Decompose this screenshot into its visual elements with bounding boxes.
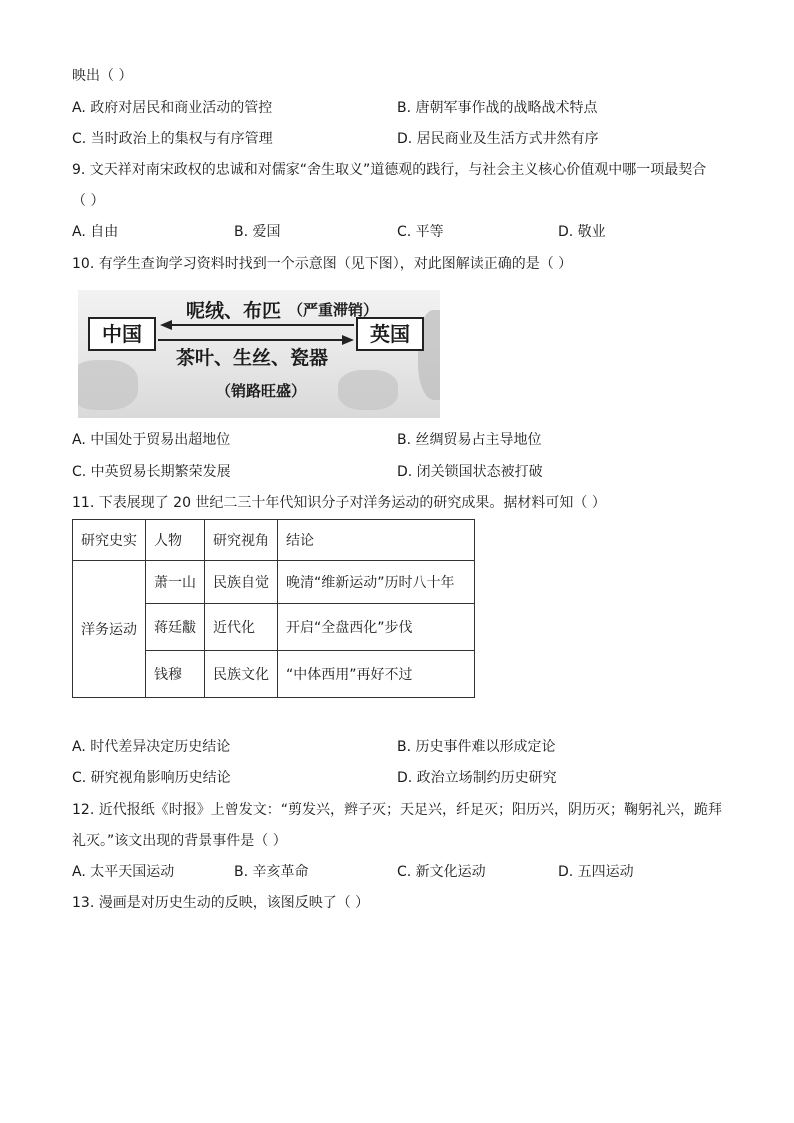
table-cell: 蒋廷黻: [146, 604, 205, 651]
q10-option-d: D. 闭关锁国状态被打破: [397, 464, 543, 480]
china-box: 中国: [88, 317, 156, 351]
table-group-cell: 洋务运动: [73, 561, 146, 698]
import-goods-label: 呢绒、布匹: [186, 300, 282, 322]
table-header-row: [73, 520, 475, 561]
table-header: 研究视角: [205, 520, 278, 561]
q9-stem: 9. 文天祥对南宋政权的忠诚和对儒家“舍生取义”道德观的践行，与社会主义核心价值观中哪一项最契合: [72, 162, 707, 178]
q11-option-d: D. 政治立场制约历史研究: [397, 770, 557, 786]
q12-option-d: D. 五四运动: [558, 864, 634, 880]
q10-option-b: B. 丝绸贸易占主导地位: [397, 432, 542, 448]
q8-option-d: D. 居民商业及生活方式井然有序: [397, 131, 599, 147]
q13-stem: 13. 漫画是对历史生动的反映，该图反映了（ ）: [72, 895, 370, 911]
table-row: [73, 561, 475, 604]
q11-option-a: A. 时代差异决定历史结论: [72, 739, 231, 755]
table-cell: 晚清“维新运动”历时八十年: [278, 561, 475, 604]
britain-box: 英国: [356, 317, 424, 351]
q8-option-a: A. 政府对居民和商业活动的管控: [72, 100, 273, 116]
table-cell: 钱穆: [146, 651, 205, 698]
q8-option-c: C. 当时政治上的集权与有序管理: [72, 131, 273, 147]
q11-stem: 11. 下表展现了 20 世纪二三十年代知识分子对洋务运动的研究成果。据材料可知（ ）: [72, 495, 606, 511]
table-header: 人物: [146, 520, 205, 561]
export-arrow-head: [342, 335, 354, 345]
table-cell: 开启“全盘西化”步伐: [278, 604, 475, 651]
q12-option-b: B. 辛亥革命: [234, 864, 309, 880]
research-table: [72, 519, 475, 698]
q11-option-b: B. 历史事件难以形成定论: [397, 739, 556, 755]
q9-stem-bracket: （ ）: [72, 193, 105, 209]
q10-option-c: C. 中英贸易长期繁荣发展: [72, 464, 231, 480]
q9-option-a: A. 自由: [72, 224, 119, 240]
table-cell: 近代化: [205, 604, 278, 651]
export-goods-label: 茶叶、生丝、瓷器: [176, 347, 329, 369]
q8-option-b: B. 唐朝军事作战的战略战术特点: [397, 100, 598, 116]
table-cell: 民族文化: [205, 651, 278, 698]
q12-option-c: C. 新文化运动: [397, 864, 486, 880]
q10-stem: 10. 有学生查询学习资料时找到一个示意图（见下图），对此图解读正确的是（ ）: [72, 256, 573, 272]
q9-option-b: B. 爱国: [234, 224, 281, 240]
q9-option-d: D. 敬业: [558, 224, 606, 240]
table-header: 研究史实: [73, 520, 146, 561]
table-cell: “中体西用”再好不过: [278, 651, 475, 698]
q12-stem-cont: 礼灭。”该文出现的背景事件是（ ）: [72, 833, 287, 849]
q11-option-c: C. 研究视角影响历史结论: [72, 770, 231, 786]
q10-option-a: A. 中国处于贸易出超地位: [72, 432, 231, 448]
q8-stem-tail: 映出（ ）: [72, 68, 133, 84]
import-status-label: （严重滞销）: [288, 301, 379, 319]
table-cell: 萧一山: [146, 561, 205, 604]
table-cell: 民族自觉: [205, 561, 278, 604]
trade-diagram: [78, 290, 440, 418]
q9-option-c: C. 平等: [397, 224, 444, 240]
table-header: 结论: [278, 520, 475, 561]
export-status-label: （销路旺盛）: [216, 382, 307, 400]
import-arrow-head: [160, 320, 172, 330]
q12-stem: 12. 近代报纸《时报》上曾发文：“剪发兴，辫子灭；天足兴，纤足灭；阳历兴，阴历灭；鞠躬礼兴，跪拜: [72, 802, 722, 818]
q12-option-a: A. 太平天国运动: [72, 864, 175, 880]
